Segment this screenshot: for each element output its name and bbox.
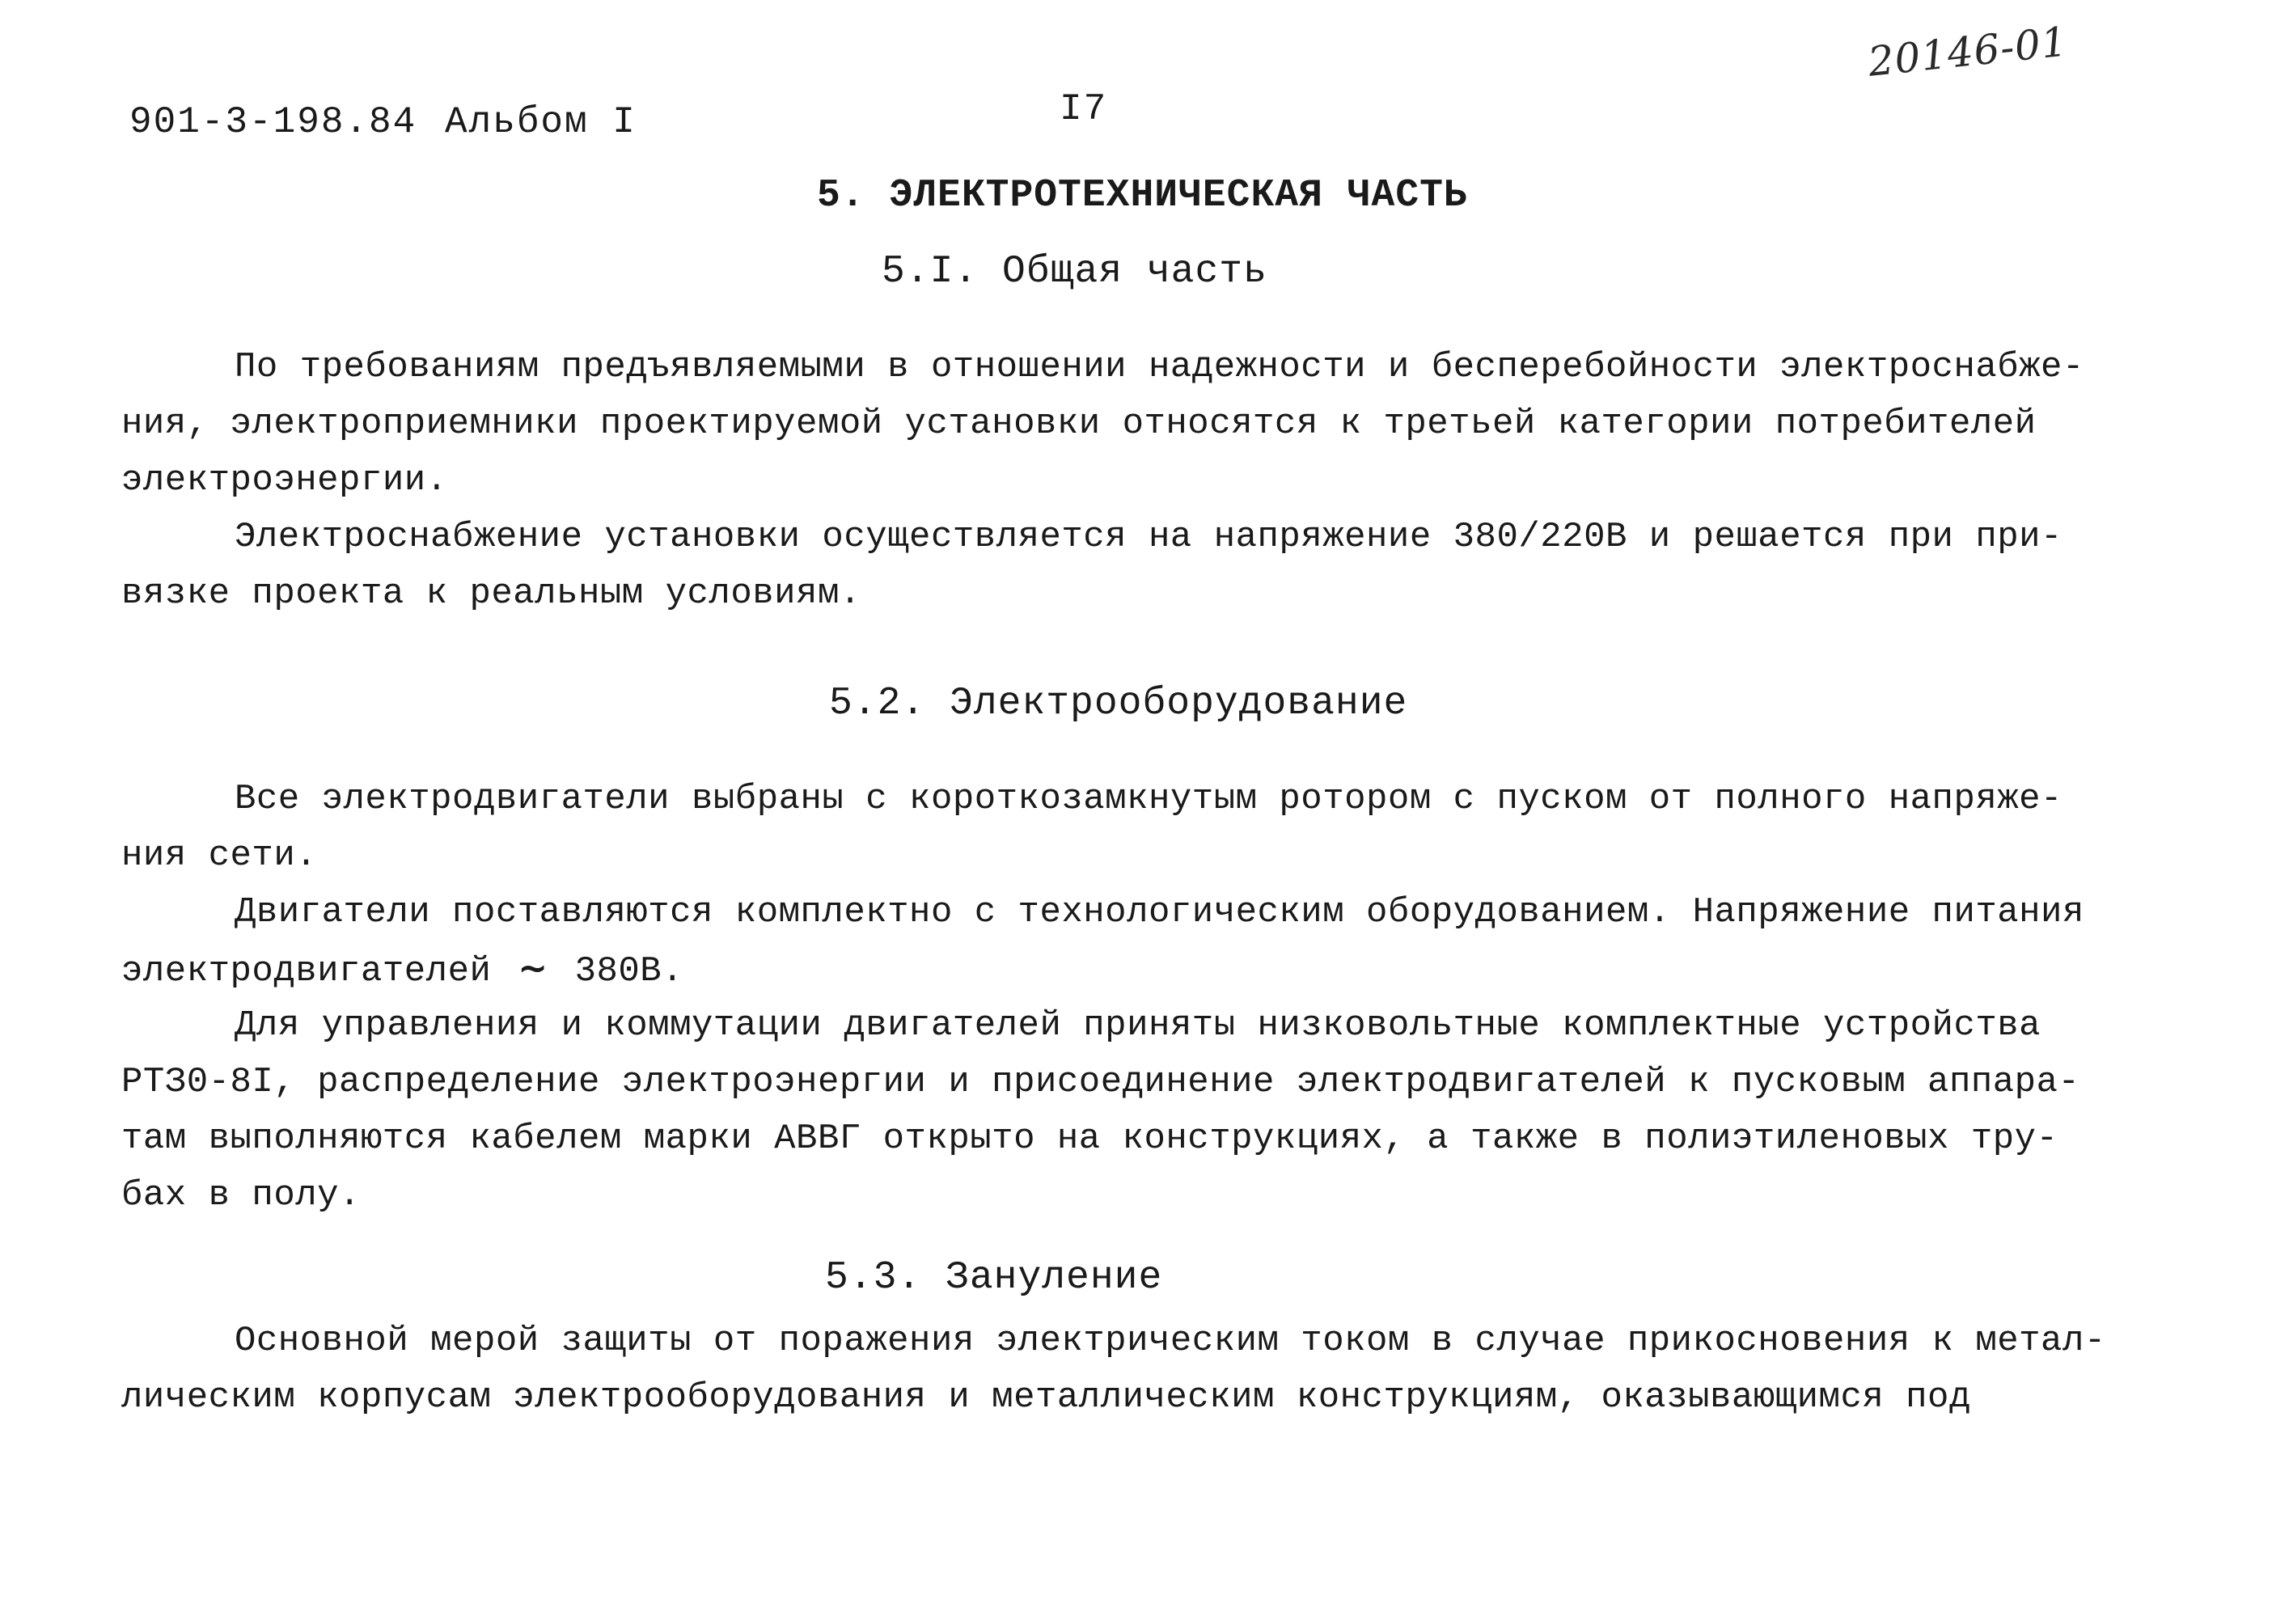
section-5-3-line: лическим корпусам электрооборудования и металлическим конструкциям, оказывающимся под [121, 1377, 1971, 1418]
section-5-2-line: Все электродвигатели выбраны с короткозамкнутым ротором с пуском от полного напряже- [235, 779, 2062, 819]
section-5-1-line: Электроснабжение установки осуществляется на напряжение 380/220В и решается при при- [235, 517, 2062, 557]
section-5-2-line: Двигатели поставляются комплектно с технологическим оборудованием. Напряжение питания [235, 892, 2084, 933]
document-code: 901-3-198.84 [129, 101, 417, 143]
section-5-2-line: ния сети. [121, 835, 318, 876]
section-5-2-line: Для управления и коммутации двигателей приняты низковольтные комплектные устройства [235, 1005, 2041, 1046]
section-5-3-title: 5.3. Зануление [825, 1256, 1163, 1300]
section-5-1-line: электроэнергии. [121, 460, 448, 501]
album-label: Альбом I [445, 101, 637, 143]
handwritten-registration-number: 20146-01 [1865, 18, 2071, 86]
section-5-2-line: бах в полу. [121, 1175, 361, 1216]
section-5-2-title: 5.2. Электрооборудование [829, 682, 1408, 725]
section-5-1-line: ния, электроприемники проектируемой установки относятся к третьей категории потребителей [121, 404, 2037, 444]
section-5-2-line: там выполняются кабелем марки АВВГ открыто на конструкциях, а также в полиэтиленовых тру- [121, 1119, 2058, 1159]
section-5-2-line: РТЗ0-8I, распределение электроэнергии и присоединение электродвигателей к пусковым аппара- [121, 1062, 2080, 1102]
alternating-current-icon: ~ [518, 948, 548, 989]
section-5-1-line: вязке проекта к реальным условиям. [121, 573, 861, 614]
section-5-3-line: Основной мерой защиты от поражения электрическим током в случае прикосновения к метал- [235, 1321, 2106, 1361]
section-5-1-line: По требованиям предъявляемыми в отношении надежности и бесперебойности электроснабже- [235, 347, 2084, 387]
motors-voltage: 380В. [574, 951, 684, 992]
section-5-2-line-motors-voltage [121, 948, 684, 992]
section-5-title: 5. ЭЛЕКТРОТЕХНИЧЕСКАЯ ЧАСТЬ [817, 174, 1468, 218]
motors-label: электродвигателей [121, 951, 492, 992]
page-number: I7 [1060, 88, 1108, 130]
section-5-1-title: 5.I. Общая часть [882, 250, 1267, 294]
